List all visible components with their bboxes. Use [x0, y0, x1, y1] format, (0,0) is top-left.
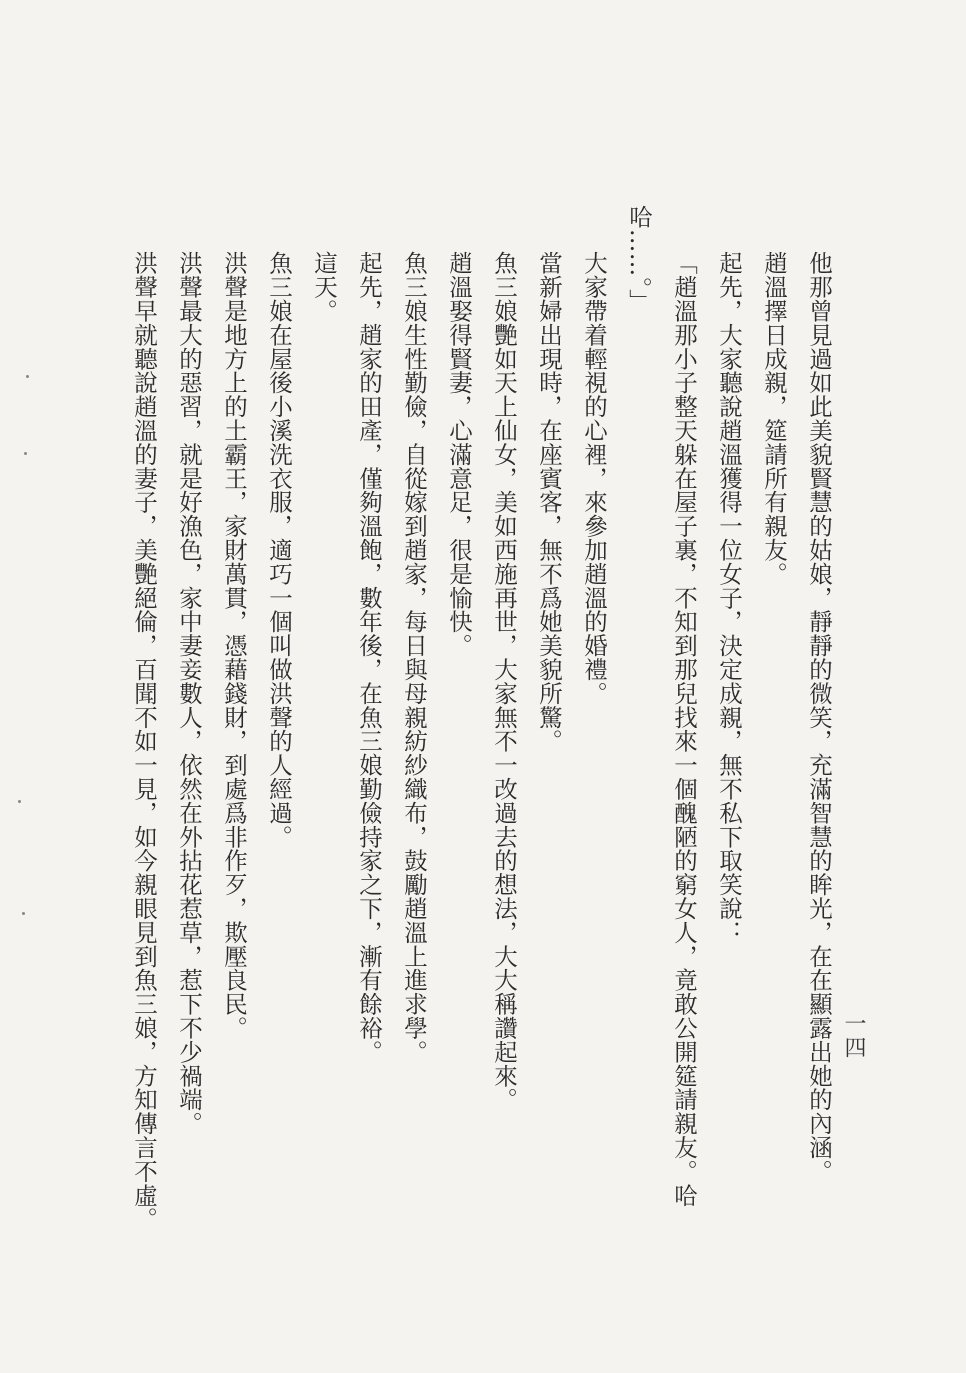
scan-speck — [22, 912, 25, 915]
text-column: 當新婦出現時，在座賓客，無不爲她美貌所驚。 — [535, 251, 563, 753]
text-column: 大家帶着輕視的心裡，來參加趙溫的婚禮。 — [580, 251, 608, 706]
page-number: 一四 — [841, 1012, 866, 1060]
vertical-text-body — [121, 205, 841, 1325]
scan-speck — [24, 452, 27, 455]
scan-speck — [18, 800, 21, 803]
text-column: 他那曾見過如此美貌賢慧的姑娘，靜靜的微笑，充滿智慧的眸光，在在顯露出她的內涵。 — [805, 251, 833, 1184]
text-column: 起先，趙家的田產，僅夠溫飽，數年後，在魚三娘勤儉持家之下，漸有餘裕。 — [355, 251, 383, 1064]
text-column: 魚三娘在屋後小溪洗衣服，適巧一個叫做洪聲的人經過。 — [265, 251, 293, 849]
text-column: 洪聲早就聽說趙溫的妻子，美艷絕倫，百聞不如一見，如今親眼見到魚三娘，方知傳言不虛。 — [130, 251, 158, 1231]
scan-speck — [26, 375, 29, 378]
text-column: 趙溫娶得賢妻，心滿意足，很是愉快。 — [445, 251, 473, 658]
text-column: 「趙溫那小子整天躲在屋子裏，不知到那兒找來一個醜陋的窮女人，竟敢公開筵請親友。哈 — [670, 251, 698, 1207]
text-column: 魚三娘生性勤儉，自從嫁到趙家，每日與母親紡紗織布，鼓勵趙溫上進求學。 — [400, 251, 428, 1064]
text-column: 洪聲是地方上的土霸王，家財萬貫，憑藉錢財，到處爲非作歹，欺壓良民。 — [220, 251, 248, 1040]
text-column: 魚三娘艷如天上仙女，美如西施再世，大家無不一改過去的想法，大大稱讚起來。 — [490, 251, 518, 1112]
text-column: 起先，大家聽說趙溫獲得一位女子，決定成親，無不私下取笑說： — [715, 251, 743, 945]
text-column: 哈……。」 — [625, 205, 653, 313]
text-column: 洪聲最大的惡習，就是好漁色，家中妻妾數人，依然在外拈花惹草，惹下不少禍端。 — [175, 251, 203, 1136]
text-column: 這天。 — [310, 251, 338, 323]
text-column: 趙溫擇日成親，筵請所有親友。 — [760, 251, 788, 586]
